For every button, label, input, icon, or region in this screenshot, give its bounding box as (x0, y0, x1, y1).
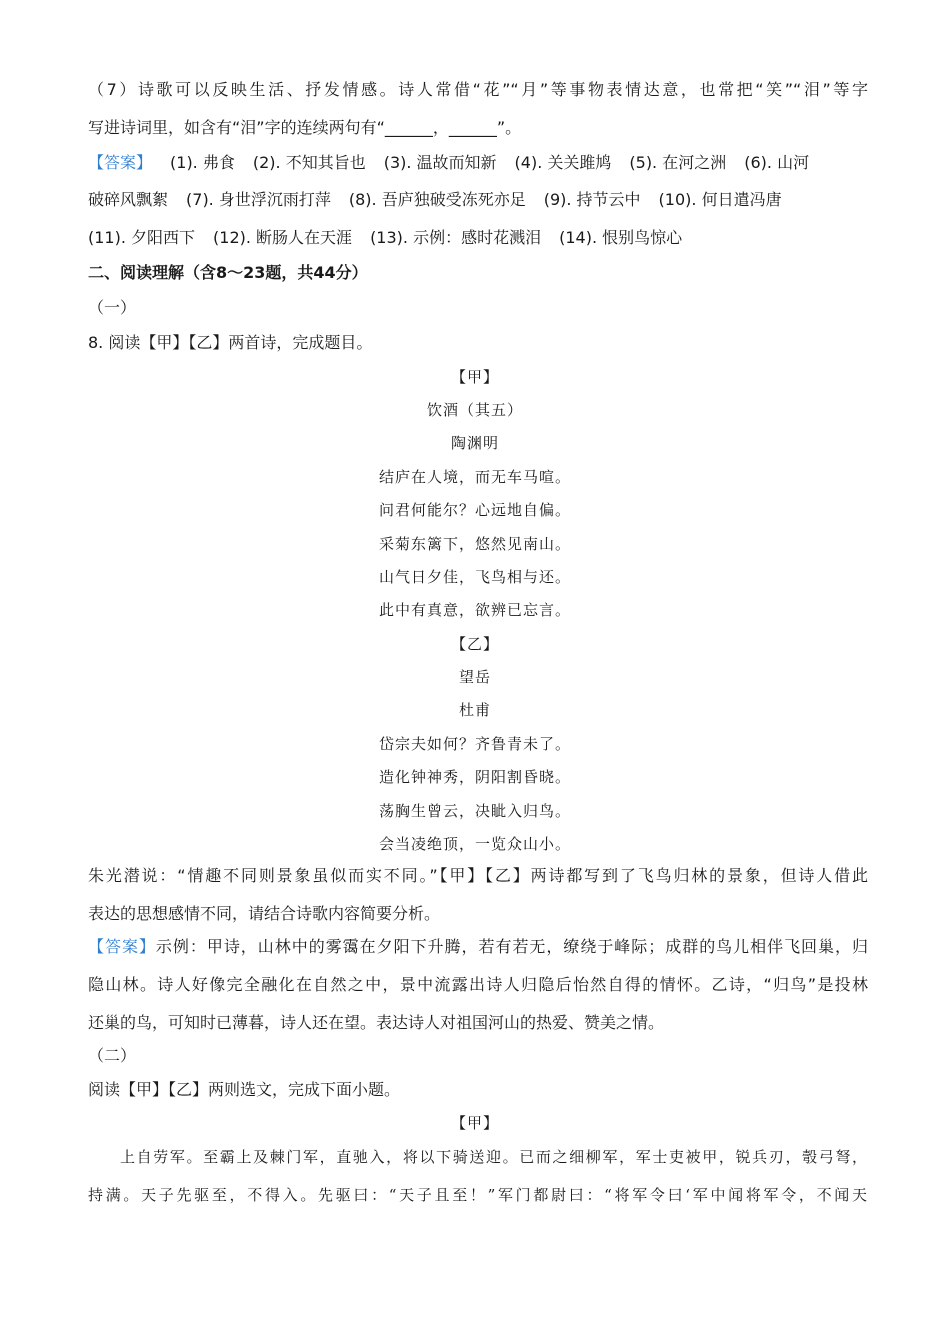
answer-item: (11). 夕阳西下 (88, 228, 196, 247)
q8-answer-line-1 (88, 937, 868, 957)
poem-yi-line: 造化钟神秀，阴阳割昏晓。 (378, 768, 571, 786)
answer-line-2 (88, 190, 868, 210)
part-1-heading: （一） (88, 298, 137, 317)
answer-item: (5). 在河之洲 (629, 153, 727, 172)
answer-item: (14). 恨别鸟惊心 (559, 228, 683, 247)
poem-jia-line: 采菊东篱下，悠然见南山。 (378, 535, 571, 553)
poem-jia-line: 问君何能尔？心远地自偏。 (378, 501, 571, 519)
poem-jia-line: 山气日夕佳，飞鸟相与还。 (378, 568, 571, 586)
answer-tag: 【答案】 (88, 153, 153, 172)
q8-stem: 8. 阅读【甲】【乙】两首诗，完成题目。 (88, 333, 373, 352)
answer-line-1 (88, 153, 868, 173)
answer-item: (9). 持节云中 (543, 190, 641, 209)
poem-yi-tag: 【乙】 (450, 635, 499, 653)
part-2-stem: 阅读【甲】【乙】两则选文，完成下面小题。 (88, 1080, 401, 1099)
poem-jia-tag: 【甲】 (450, 368, 499, 386)
answer-tag: 【答案】 (88, 937, 156, 956)
answer-item: (12). 断肠人在天涯 (213, 228, 353, 247)
poem-yi-title: 望岳 (458, 668, 491, 686)
q7-line-2: 写进诗词里，如含有“泪”字的连续两句有“______，______”。 (88, 118, 522, 137)
answer-item: (8). 吾庐独破受冻死亦足 (348, 190, 526, 209)
answer-item: (13). 示例：感时花溅泪 (370, 228, 542, 247)
q7-line-1: （7）诗歌可以反映生活、抒发情感。诗人常借“花”“月”等事物表情达意，也常把“笑”“泪”等字 (88, 80, 868, 99)
prose-jia-tag: 【甲】 (450, 1114, 499, 1132)
poem-yi-line: 荡胸生曾云，决眦入归鸟。 (378, 802, 571, 820)
answer-item: (4). 关关雎鸠 (514, 153, 612, 172)
answer-item: (6). 山河 (744, 153, 810, 172)
poem-yi-author: 杜甫 (458, 701, 491, 719)
prose-jia-line-1: 上自劳军。至霸上及棘门军，直驰入，将以下骑送迎。已而之细柳军，军士吏被甲，锐兵刃，彀弓弩， (120, 1148, 868, 1166)
poem-yi-line: 岱宗夫如何？齐鲁青未了。 (378, 735, 571, 753)
answer-item: (3). 温故而知新 (383, 153, 497, 172)
prose-jia-line-2: 持满。天子先驱至，不得入。先驱曰：“天子且至！”军门都尉曰：“将军令曰‘军中闻将军令，不闻天 (88, 1186, 868, 1204)
answer-item: 破碎风飘絮 (88, 190, 169, 209)
q8-question-line-2: 表达的思想感情不同，请结合诗歌内容简要分析。 (88, 904, 441, 923)
answer-line-3 (88, 228, 868, 248)
q8-answer-line-3: 还巢的鸟，可知时已薄暮，诗人还在望。表达诗人对祖国河山的热爱、赞美之情。 (88, 1013, 665, 1032)
poem-jia-title: 饮酒（其五） (426, 401, 523, 419)
answer-item: (7). 身世浮沉雨打萍 (186, 190, 331, 209)
poem-jia-author: 陶渊明 (450, 434, 499, 452)
poem-jia-line: 此中有真意，欲辨已忘言。 (378, 601, 571, 619)
poem-yi-line: 会当凌绝顶，一览众山小。 (378, 835, 571, 853)
section-2-title: 二、阅读理解（含8～23题，共44分） (88, 263, 368, 282)
part-2-heading: （二） (88, 1046, 137, 1065)
q8-question-line-1: 朱光潜说：“情趣不同则景象虽似而实不同。”【甲】【乙】两诗都写到了飞鸟归林的景象，但诗人借此 (88, 866, 868, 885)
q8-answer-line-2: 隐山林。诗人好像完全融化在自然之中，景中流露出诗人归隐后怡然自得的情怀。乙诗，“归鸟”是投林 (88, 975, 868, 994)
poem-jia-line: 结庐在人境，而无车马喧。 (378, 468, 571, 486)
answer-item: (1). 弗食 (170, 153, 235, 172)
q8-answer-text: 示例：甲诗，山林中的雾霭在夕阳下升腾，若有若无，缭绕于峰际；成群的鸟儿相伴飞回巢，归 (155, 937, 868, 956)
answer-item: (2). 不知其旨也 (252, 153, 366, 172)
answer-item: (10). 何日遣冯唐 (658, 190, 782, 209)
